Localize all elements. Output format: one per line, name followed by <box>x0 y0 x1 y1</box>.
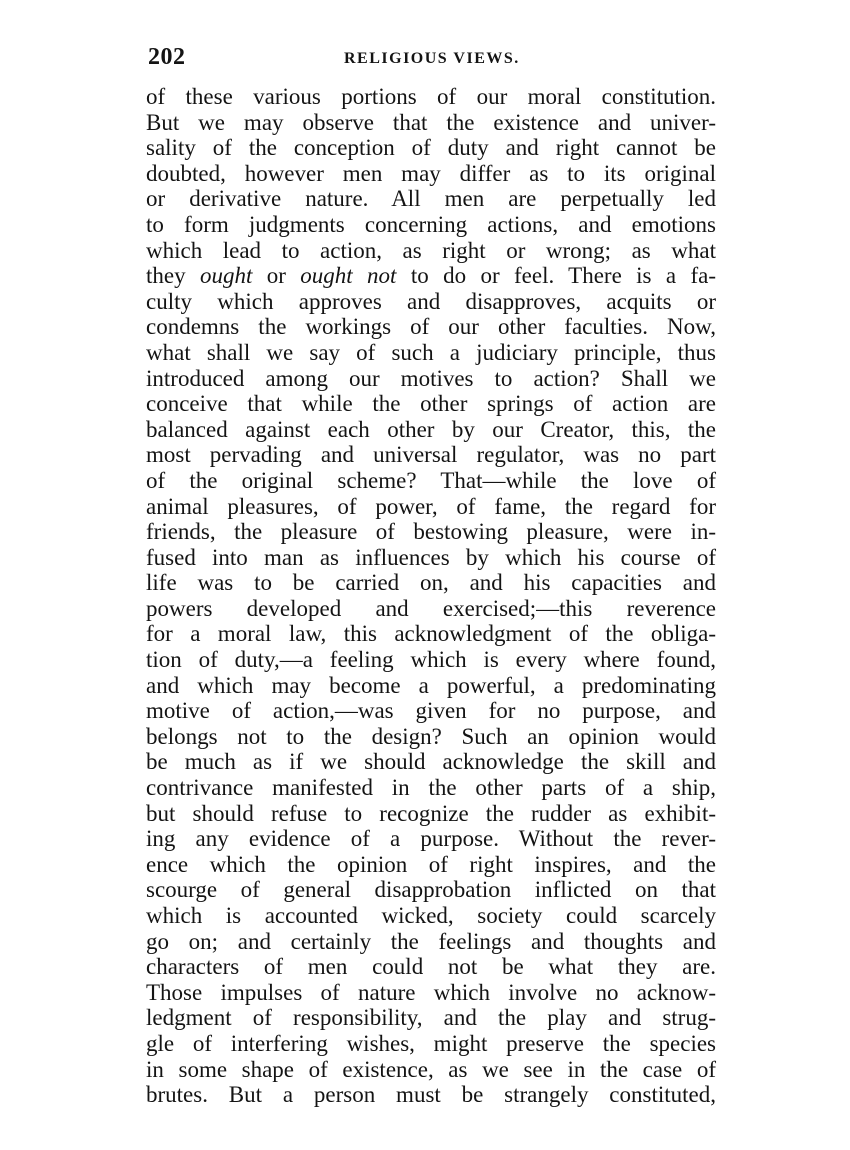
text-line: ledgment of responsibility, and the play and strug- <box>146 1005 716 1031</box>
text-line: or derivative nature. All men are perpetually led <box>146 186 716 212</box>
text-line: characters of men could not be what they are. <box>146 954 716 980</box>
text-line: of these various portions of our moral constitution. <box>146 84 716 109</box>
text-line: in some shape of existence, as we see in the case of <box>146 1056 716 1082</box>
text-line: scourge of general disapprobation inflicted on that <box>146 877 716 903</box>
text-line: introduced among our motives to action? Shall we <box>146 365 716 391</box>
text-line: what shall we say of such a judiciary principle, thus <box>146 339 716 365</box>
text-line: fused into man as influences by which his course of <box>146 544 716 570</box>
text-line: balanced against each other by our Creator, this, the <box>146 416 716 442</box>
text-line: culty which approves and disapproves, acquits or <box>146 288 716 314</box>
text-line: friends, the pleasure of bestowing pleasure, were in- <box>146 519 716 545</box>
text-line: which lead to action, as right or wrong; as what <box>146 237 716 263</box>
body-text <box>146 84 716 1108</box>
italic-emphasis: ought not <box>300 263 397 289</box>
text-line: of the original scheme? That—while the love of <box>146 467 716 493</box>
italic-emphasis: ought <box>199 263 253 289</box>
text-line: ence which the opinion of right inspires, and the <box>146 851 716 877</box>
text-line: conceive that while the other springs of action are <box>146 391 716 417</box>
running-head <box>148 44 718 74</box>
text-line: gle of interfering wishes, might preserve the species <box>146 1030 716 1056</box>
text-line: Those impulses of nature which involve no acknow- <box>146 979 716 1005</box>
text-line: powers developed and exercised;—this reverence <box>146 595 716 621</box>
text-line: belongs not to the design? Such an opinion would <box>146 723 716 749</box>
text-line: tion of duty,—a feeling which is every where found, <box>146 647 716 673</box>
text-line: most pervading and universal regulator, was no part <box>146 442 716 468</box>
text-line: brutes. But a person must be strangely constituted, <box>146 1082 716 1108</box>
page-number: 202 <box>148 44 186 70</box>
text-line: animal pleasures, of power, of fame, the regard for <box>146 493 716 519</box>
text-line: which is accounted wicked, society could scarcely <box>146 903 716 928</box>
text-line: for a moral law, this acknowledgment of the obliga- <box>146 621 716 647</box>
text-line: but should refuse to recognize the rudder as exhibit- <box>146 800 716 826</box>
text-line: But we may observe that the existence and univer- <box>146 109 716 135</box>
text-line: condemns the workings of our other faculties. Now, <box>146 314 716 340</box>
text-line: life was to be carried on, and his capacities and <box>146 570 716 596</box>
text-line: doubted, however men may differ as to its original <box>146 160 716 186</box>
text-line: and which may become a powerful, a predominating <box>146 672 716 698</box>
text-line: motive of action,—was given for no purpose, and <box>146 698 716 724</box>
text-line: ing any evidence of a purpose. Without the rever- <box>146 826 716 852</box>
text-line: they ought or ought not to do or feel. There is a fa- <box>146 263 716 289</box>
running-title: RELIGIOUS VIEWS. <box>344 50 520 67</box>
text-line: to form judgments concerning actions, and emotions <box>146 211 716 237</box>
text-line: sality of the conception of duty and right cannot be <box>146 135 716 161</box>
text-line: be much as if we should acknowledge the skill and <box>146 749 716 775</box>
text-line: go on; and certainly the feelings and thoughts and <box>146 928 716 954</box>
text-line: contrivance manifested in the other parts of a ship, <box>146 775 716 801</box>
